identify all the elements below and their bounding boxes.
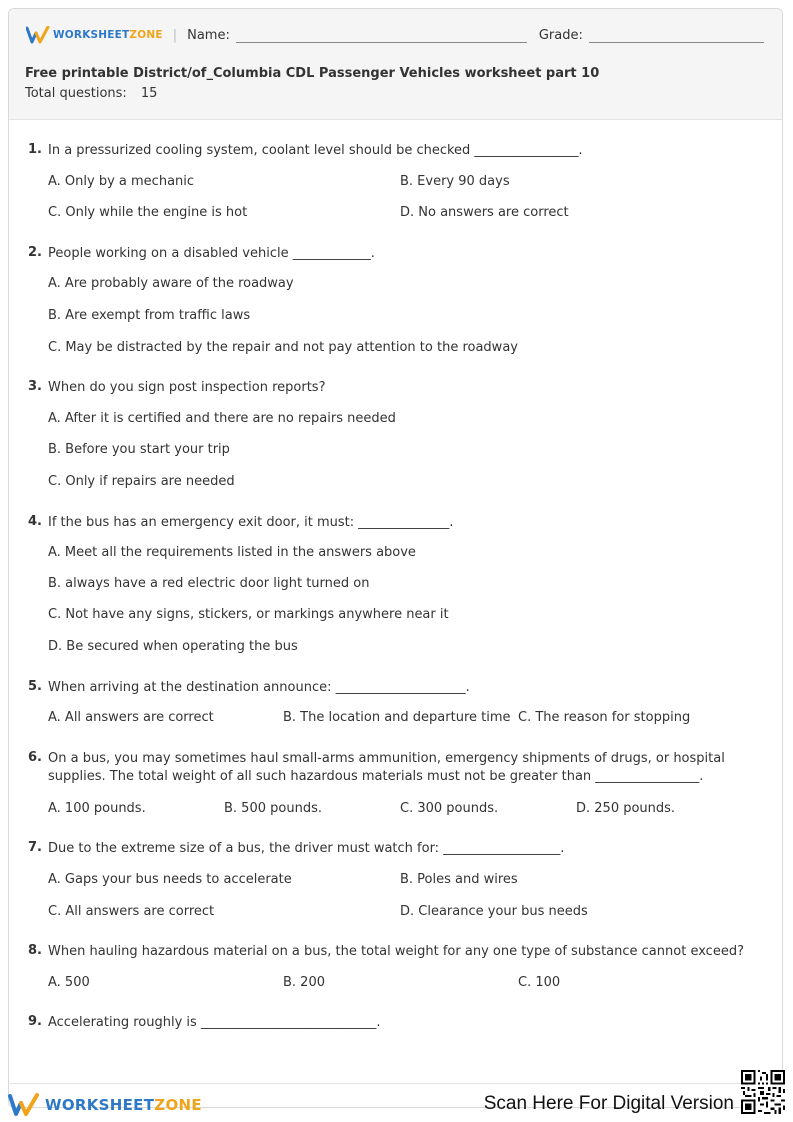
answer-option[interactable]: A. 100 pounds. <box>48 801 146 816</box>
answer-option[interactable]: B. Every 90 days <box>400 174 510 189</box>
logo-w-icon <box>8 1093 40 1117</box>
answer-option[interactable]: B. The location and departure time <box>283 710 511 725</box>
question-number: 8. <box>28 943 42 958</box>
header-separator: | <box>172 27 178 43</box>
answer-option[interactable]: B. Before you start your trip <box>48 442 230 457</box>
grade-field[interactable] <box>589 28 764 43</box>
answer-option[interactable]: A. Only by a mechanic <box>48 174 195 189</box>
answer-option[interactable]: C. Only while the engine is hot <box>48 205 248 220</box>
answer-option[interactable]: D. 250 pounds. <box>576 801 676 816</box>
question-number: 5. <box>28 679 42 694</box>
scan-text: Scan Here For Digital Version <box>483 1093 734 1114</box>
answer-option[interactable]: C. The reason for stopping <box>518 710 691 725</box>
footer-divider <box>8 1083 785 1084</box>
question-number: 3. <box>28 379 42 394</box>
logo-w-icon <box>26 26 50 44</box>
answer-option[interactable]: C. Not have any signs, stickers, or markings anywhere near it <box>48 607 449 622</box>
question-text: Due to the extreme size of a bus, the driver must watch for: __________________. <box>48 841 565 856</box>
question-number: 6. <box>28 750 42 765</box>
answer-option[interactable]: A. 500 <box>48 975 90 990</box>
header-row <box>26 25 764 45</box>
answer-option[interactable]: D. Clearance your bus needs <box>400 904 588 919</box>
answer-option[interactable]: C. 300 pounds. <box>400 801 499 816</box>
answer-option[interactable]: C. 100 <box>518 975 561 990</box>
answer-option[interactable]: D. Be secured when operating the bus <box>48 639 298 654</box>
total-questions: Total questions: 15 <box>25 86 158 101</box>
footer-logo-text: WORKSHEETZONE <box>45 1096 202 1114</box>
name-field[interactable] <box>236 28 527 43</box>
qr-code-icon[interactable] <box>741 1070 785 1114</box>
question-number: 9. <box>28 1014 42 1029</box>
question-text: People working on a disabled vehicle ____________. <box>48 246 375 261</box>
answer-option[interactable]: D. No answers are correct <box>400 205 569 220</box>
answer-option[interactable]: A. Gaps your bus needs to accelerate <box>48 872 292 887</box>
answer-option[interactable]: B. 200 <box>283 975 325 990</box>
question-text: Accelerating roughly is ___________________________. <box>48 1015 381 1030</box>
name-label: Name: <box>187 27 230 43</box>
answer-option[interactable]: B. Poles and wires <box>400 872 518 887</box>
grade-label: Grade: <box>538 27 583 43</box>
question-number: 4. <box>28 514 42 529</box>
question-text: In a pressurized cooling system, coolant level should be checked ________________. <box>48 143 583 158</box>
worksheet-header <box>9 9 782 120</box>
question-number: 1. <box>28 142 42 157</box>
header-logo <box>26 26 163 44</box>
total-questions-value: 15 <box>140 86 158 101</box>
answer-option[interactable]: A. After it is certified and there are no repairs needed <box>48 411 396 426</box>
answer-option[interactable]: C. May be distracted by the repair and not pay attention to the roadway <box>48 340 518 355</box>
question-number: 2. <box>28 245 42 260</box>
footer-logo <box>8 1093 202 1117</box>
answer-option[interactable]: B. Are exempt from traffic laws <box>48 308 251 323</box>
answer-option[interactable]: A. Meet all the requirements listed in the answers above <box>48 545 416 560</box>
answer-option[interactable]: C. All answers are correct <box>48 904 215 919</box>
question-text: When hauling hazardous material on a bus, the total weight for any one type of substance cannot exceed? <box>48 944 744 959</box>
worksheet-title: Free printable District/of_Columbia CDL Passenger Vehicles worksheet part 10 <box>25 66 600 81</box>
answer-option[interactable]: A. Are probably aware of the roadway <box>48 276 294 291</box>
question-text: If the bus has an emergency exit door, it must: ______________. <box>48 515 454 530</box>
worksheet-page <box>8 8 783 1108</box>
answer-option[interactable]: C. Only if repairs are needed <box>48 474 235 489</box>
question-text: When arriving at the destination announce: ____________________. <box>48 680 470 695</box>
answer-option[interactable]: B. always have a red electric door light turned on <box>48 576 370 591</box>
answer-option[interactable]: B. 500 pounds. <box>224 801 322 816</box>
question-text: When do you sign post inspection reports? <box>48 380 326 395</box>
answer-option[interactable]: A. All answers are correct <box>48 710 214 725</box>
question-number: 7. <box>28 840 42 855</box>
question-text: On a bus, you may sometimes haul small-arms ammunition, emergency shipments of drugs, or hospital supplies. The total weight of all such hazardous materials must not be greater than ________________. <box>48 751 725 784</box>
logo-text: WORKSHEETZONE <box>53 29 163 41</box>
